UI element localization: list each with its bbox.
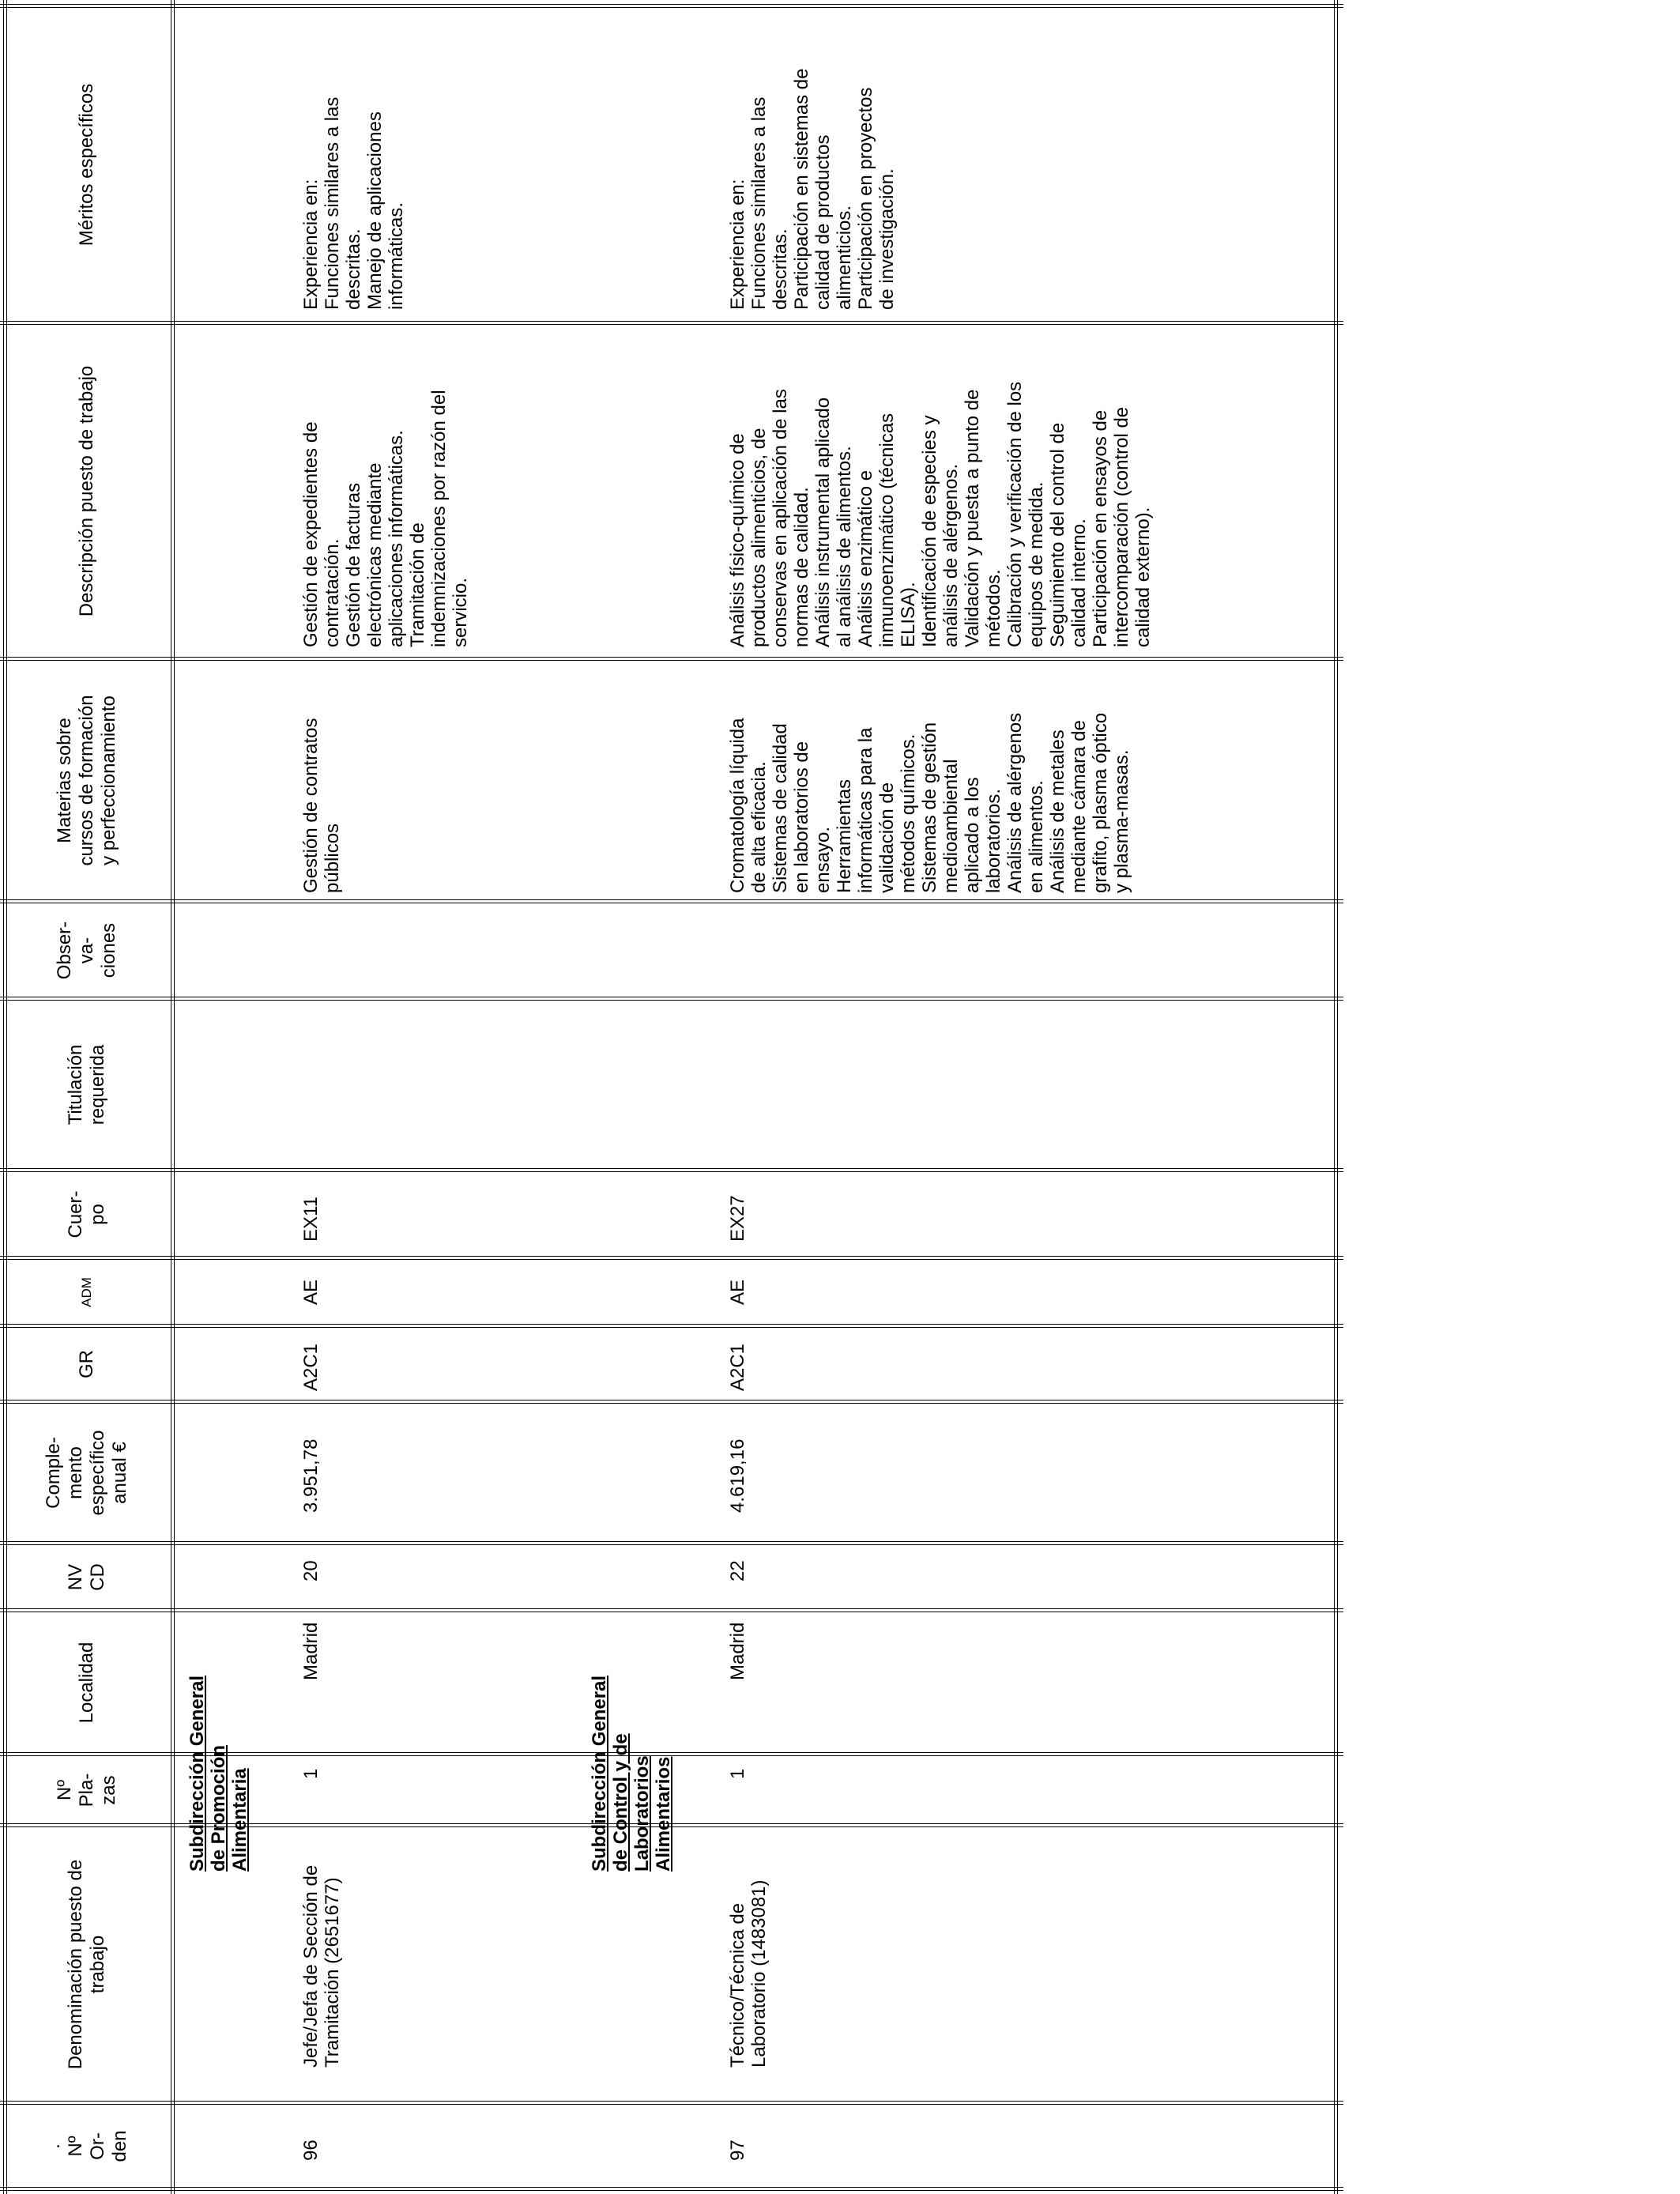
header-descripcion: Descripción puesto de trabajo — [76, 365, 97, 617]
cell-meritos — [300, 11, 407, 310]
cell-complemento: 4.619,16 — [727, 1438, 748, 1513]
merito-item: Participación en proyectos de investigación. — [855, 87, 898, 310]
header-localidad: Localidad — [76, 1642, 97, 1724]
col-border — [0, 1324, 1343, 1328]
header-observaciones: Obser- va- ciones — [54, 921, 119, 980]
cell-adm: AE — [727, 1279, 748, 1305]
merito-item: Funciones similares a las descritas. — [748, 96, 791, 310]
cell-descripcion — [727, 327, 1154, 647]
header-cuerpo: Cuer- po — [65, 1190, 108, 1238]
materia-item: Análisis de alérgenos en alimentos. — [1004, 712, 1047, 893]
col-border — [0, 1168, 1343, 1172]
descripcion-item: Participación en ensayos de intercomparación (control de calidad externo). — [1090, 406, 1154, 647]
cell-meritos — [727, 11, 898, 310]
descripcion-item: Seguimiento del control de calidad interno. — [1047, 422, 1090, 647]
header-meritos: Méritos específicos — [76, 83, 97, 247]
materia-item: Cromatología líquida de alta eficacia. — [727, 718, 770, 893]
header-plazas: Nº Pla- zas — [54, 1773, 119, 1808]
cell-plazas: 1 — [727, 1768, 748, 1779]
cell-denominacion: Jefe/Jefa de Sección de Tramitación (2651677) — [300, 1864, 343, 2068]
cell-cuerpo: EX27 — [727, 1195, 748, 1242]
cell-nivel: 20 — [300, 1560, 322, 1581]
descripcion-item: Análisis físico-químico de productos alimenticios, de conservas en aplicación de las normas de calidad. — [727, 389, 812, 647]
materia-item: Gestión de contratos públicos — [300, 718, 343, 893]
col-border — [0, 1256, 1343, 1260]
header-orden: . Nº Or- den — [43, 2130, 130, 2162]
materia-item: Sistemas de calidad en laboratorios de ensayo. — [770, 723, 834, 893]
cell-plazas: 1 — [300, 1768, 322, 1779]
cell-adm: AE — [300, 1279, 322, 1305]
descripcion-item: Análisis instrumental aplicado al análisis de alimentos. — [812, 397, 855, 647]
header-grupo: GR — [76, 1350, 97, 1378]
cell-descripcion — [300, 327, 471, 647]
merito-item: Funciones similares a las descritas. — [322, 96, 364, 310]
descripcion-item: Identificación de especies y análisis de alérgenos. — [919, 415, 962, 647]
header-adm: ADM — [79, 1277, 94, 1307]
cell-cuerpo: EX11 — [300, 1197, 322, 1242]
descripcion-item: Análisis enzimático e inmunoenzimático (técnicas ELISA). — [855, 413, 919, 647]
descripcion-item: Tramitación de indemnizaciones por razón del servicio. — [407, 390, 471, 647]
cell-complemento: 3.951,78 — [300, 1438, 322, 1513]
header-denominacion: Denominación puesto de trabajo — [65, 1859, 108, 2070]
header-titulacion: Titulación requerida — [65, 1044, 108, 1125]
cell-grupo: A2C1 — [727, 1343, 748, 1391]
cell-materias — [727, 664, 1132, 893]
cell-orden: 96 — [300, 2139, 322, 2161]
descripcion-item: Validación y puesta a punto de métodos. — [962, 389, 1004, 647]
cell-orden: 97 — [727, 2139, 748, 2161]
table-bottom-border — [1334, 0, 1338, 2194]
merito-item: Manejo de aplicaciones informáticas. — [364, 111, 407, 310]
cell-localidad: Madrid — [727, 1622, 748, 1680]
cell-nivel: 22 — [727, 1560, 748, 1581]
materia-item: Herramientas informáticas para la validación de métodos químicos. — [834, 727, 919, 893]
merito-item: Experiencia en: — [727, 179, 748, 310]
cell-denominacion: Técnico/Técnica de Laboratorio (1483081) — [727, 1879, 770, 2068]
col-border — [0, 899, 1343, 903]
col-border — [0, 2187, 1343, 2191]
cell-materias — [300, 664, 343, 893]
materia-item: Sistemas de gestión medioambiental aplicado a los laboratorios. — [919, 722, 1004, 893]
header-nivel: NV CD — [65, 1563, 108, 1591]
col-border — [0, 2101, 1343, 2105]
col-border — [0, 997, 1343, 1001]
descripcion-item: Calibración y verificación de los equipos de medida. — [1004, 381, 1047, 647]
col-border — [0, 1608, 1343, 1612]
section-title: Subdirección General de Control y de Laboratorios Alimentarios — [589, 1675, 674, 1872]
cell-grupo: A2C1 — [300, 1343, 322, 1391]
header-complemento: Comple- mento específico anual € — [43, 1430, 130, 1516]
merito-item: Participación en sistemas de calidad de productos alimenticios. — [791, 68, 855, 310]
descripcion-item: Gestión de facturas electrónicas mediante aplicaciones informáticas. — [343, 430, 407, 647]
col-border — [0, 321, 1343, 325]
materia-item: Análisis de metales mediante cámara de grafito, plasma óptico y plasma-masas. — [1047, 712, 1132, 893]
cell-localidad: Madrid — [300, 1622, 322, 1680]
header-materias: Materias sobre cursos de formación y perfeccionamiento — [54, 695, 119, 866]
col-border — [0, 657, 1343, 661]
col-border — [0, 1400, 1343, 1404]
merito-item: Experiencia en: — [300, 179, 322, 310]
col-border — [0, 1541, 1343, 1545]
descripcion-item: Gestión de expedientes de contratación. — [300, 421, 343, 647]
col-border — [0, 4, 1343, 8]
section-title: Subdirección General de Promoción Alimentaria — [186, 1675, 250, 1872]
